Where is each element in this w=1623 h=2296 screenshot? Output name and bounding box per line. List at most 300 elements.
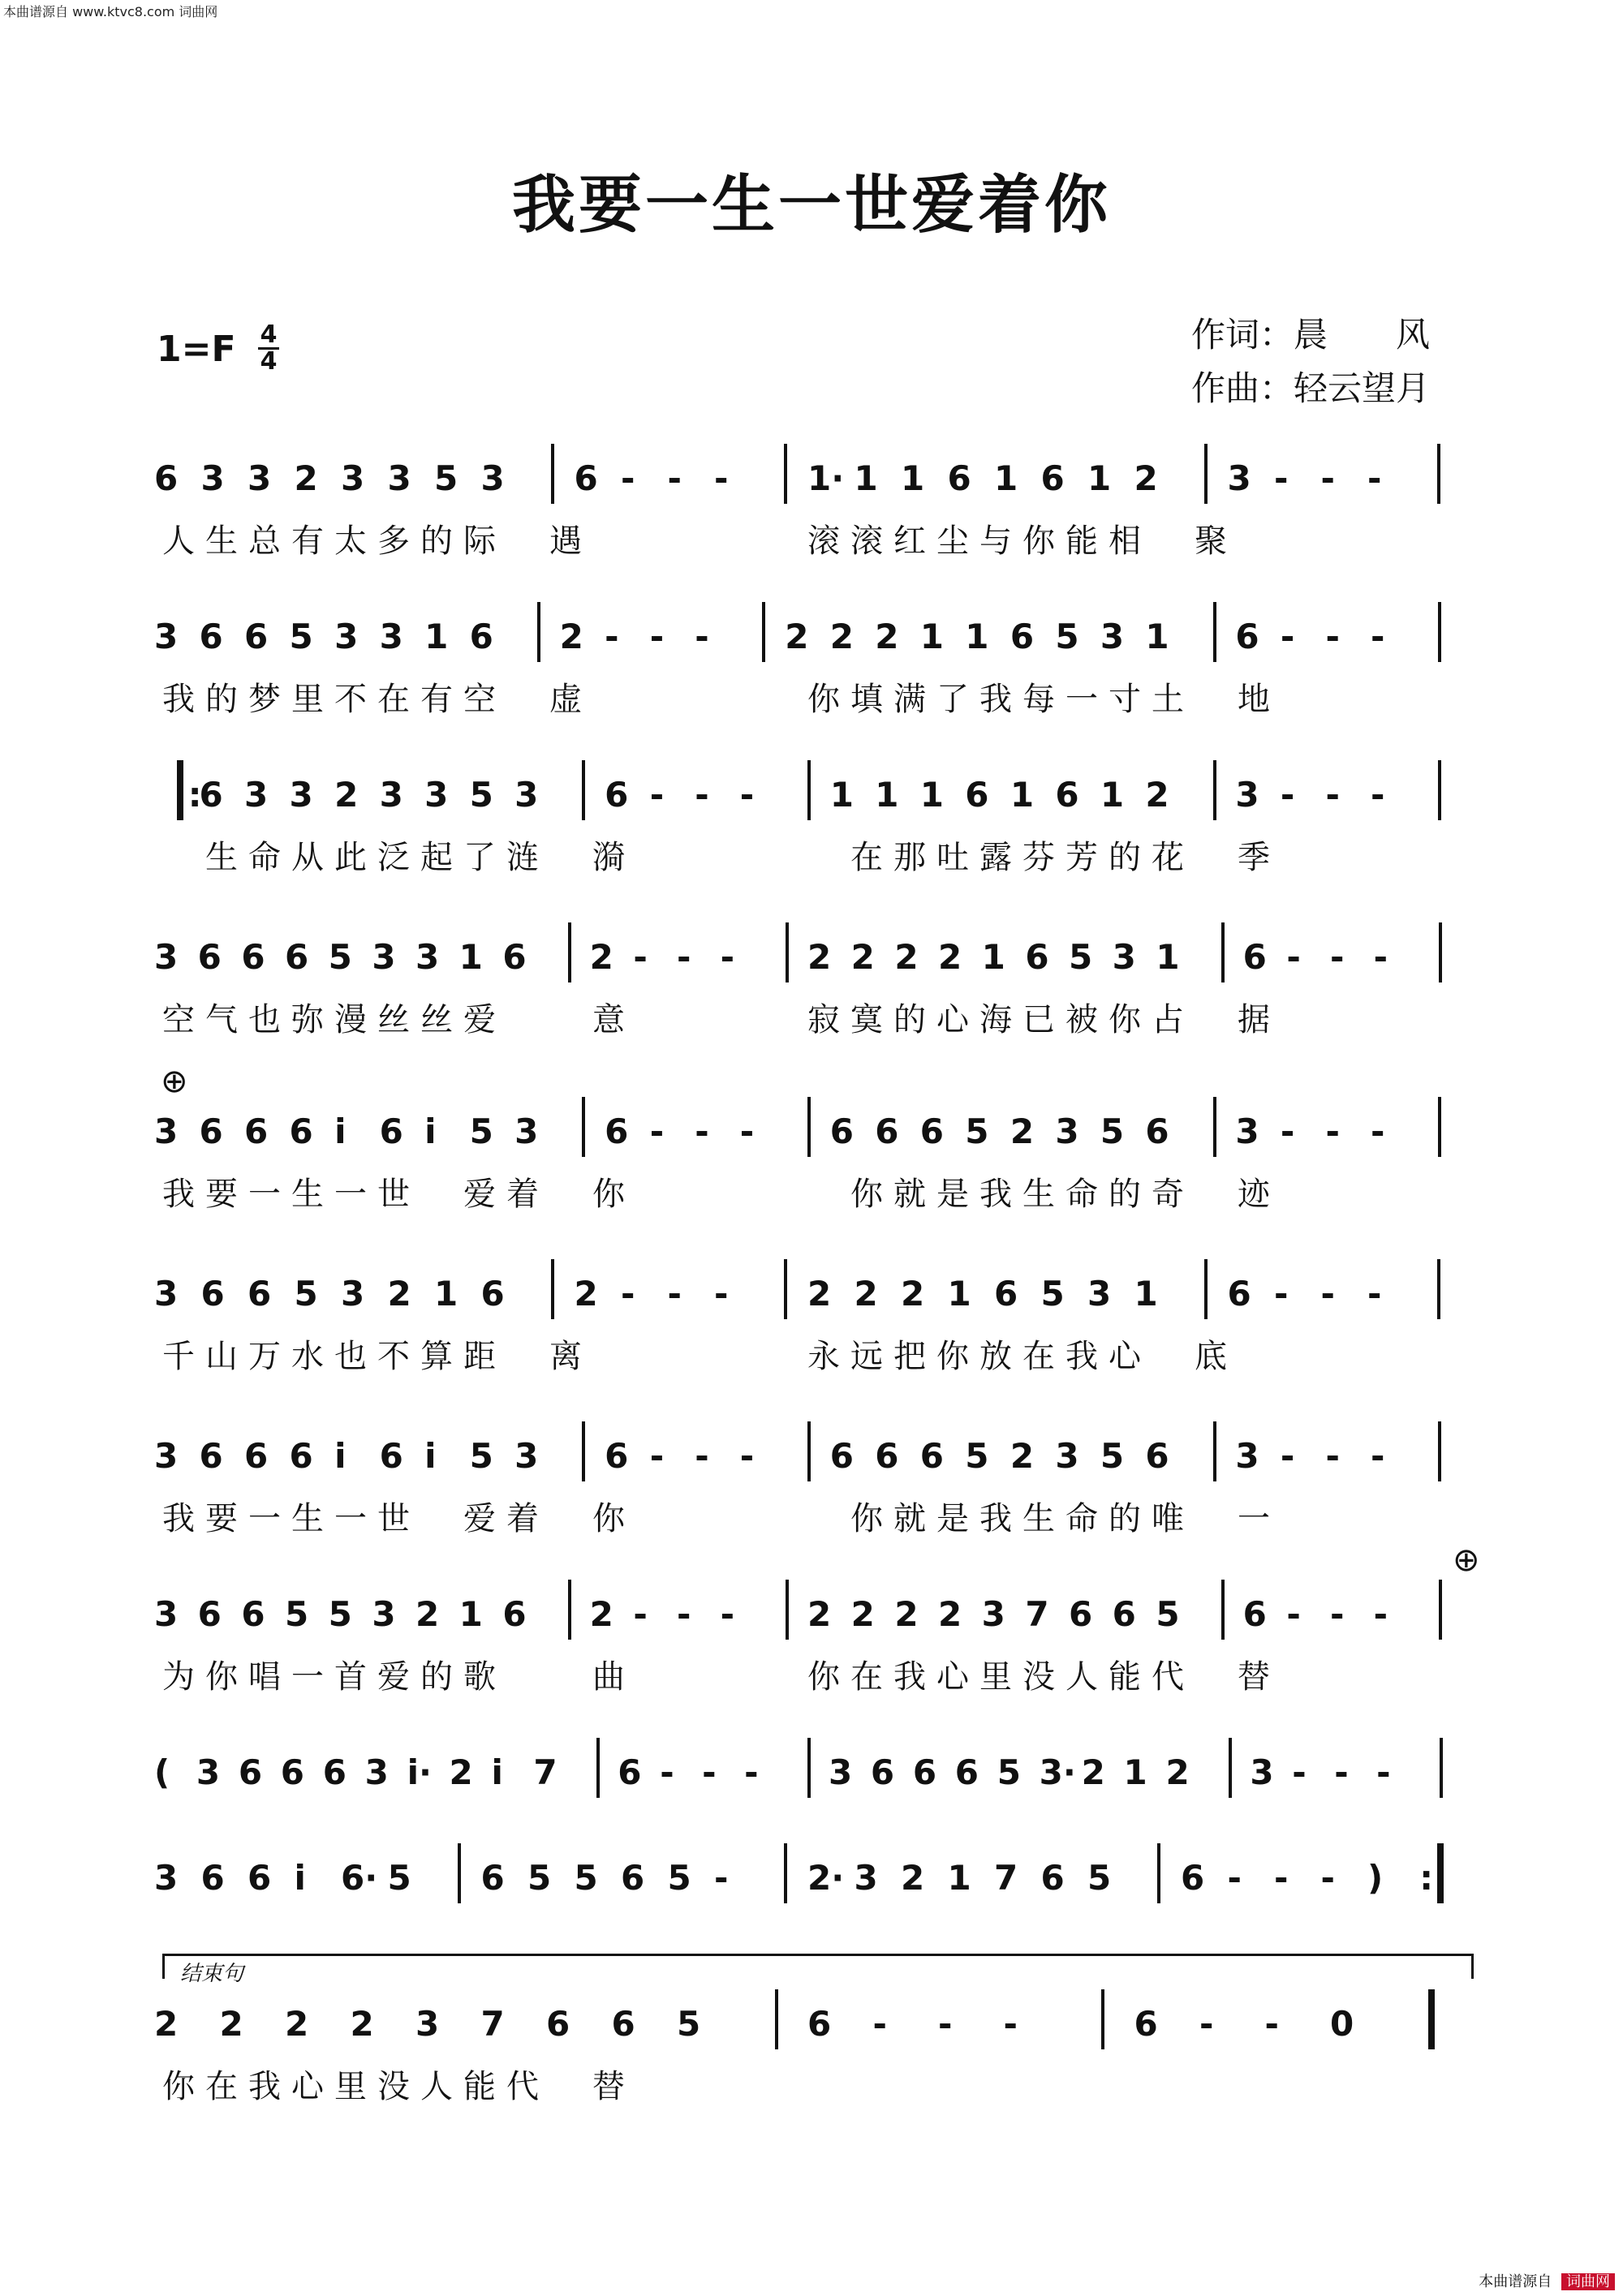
note: - xyxy=(1330,1594,1345,1634)
note: - xyxy=(872,2004,887,2044)
note: 6 xyxy=(621,1858,645,1898)
barline xyxy=(1229,1738,1232,1798)
note: 5 xyxy=(1069,937,1093,977)
note: 2 xyxy=(850,937,875,977)
note: - xyxy=(1292,1752,1307,1792)
note: 6 xyxy=(618,1752,642,1792)
note: 3 xyxy=(415,937,440,977)
note: - xyxy=(720,1594,735,1634)
note: 5 xyxy=(527,1858,552,1898)
note: - xyxy=(649,1436,665,1476)
note: ) xyxy=(1367,1858,1384,1898)
note: 3 xyxy=(379,617,403,656)
note: 2 xyxy=(219,2004,243,2044)
note: 0 xyxy=(1330,2004,1354,2044)
coda-symbol-left: ⊕ xyxy=(161,1063,188,1100)
note: 2 xyxy=(1134,458,1158,498)
note: 2 xyxy=(901,1858,925,1898)
note: - xyxy=(1325,617,1340,656)
note: 6 xyxy=(379,1436,403,1476)
note: 1 xyxy=(947,1858,971,1898)
note: 1 xyxy=(829,775,854,815)
barline xyxy=(1428,1989,1435,2049)
barline xyxy=(458,1843,461,1903)
note: 2 xyxy=(829,617,854,656)
note: 1 xyxy=(919,775,945,815)
note: 3 xyxy=(154,1274,179,1314)
barline xyxy=(1437,1259,1440,1319)
barline xyxy=(1439,1580,1442,1640)
barline xyxy=(1437,1843,1444,1903)
note: - xyxy=(621,1274,635,1314)
barline xyxy=(1204,444,1208,504)
note: 1· xyxy=(807,458,845,498)
note: - xyxy=(1286,1594,1301,1634)
barline xyxy=(568,922,571,982)
note: 5 xyxy=(469,1436,493,1476)
note: - xyxy=(649,775,665,815)
note: 1 xyxy=(854,458,878,498)
note: 5 xyxy=(328,1594,352,1634)
barline xyxy=(1213,1421,1216,1481)
note: 1 xyxy=(458,937,483,977)
note: 1 xyxy=(965,617,989,656)
note: 6 xyxy=(289,1436,313,1476)
note: 3 xyxy=(1235,1436,1259,1476)
barline xyxy=(1101,1989,1104,2049)
note: 6 xyxy=(1145,1436,1169,1476)
note: 3 xyxy=(379,775,403,815)
note: 6 xyxy=(829,1111,854,1151)
barline xyxy=(177,760,183,820)
ending-lyrics: 你在我心里没人能代 替 xyxy=(162,2068,635,2105)
note: 1 xyxy=(1156,937,1180,977)
barline xyxy=(1438,1421,1441,1481)
note: - xyxy=(667,1274,682,1314)
note: 6 xyxy=(379,1111,403,1151)
note: 5 xyxy=(1055,617,1079,656)
note: - xyxy=(1320,1858,1335,1898)
note: - xyxy=(1280,1111,1295,1151)
note: 6 xyxy=(1227,1274,1251,1314)
note: 6 xyxy=(289,1111,313,1151)
barline xyxy=(786,922,789,982)
note: - xyxy=(938,2004,953,2044)
note: 2 xyxy=(875,617,899,656)
barline xyxy=(786,1580,789,1640)
note: 6 xyxy=(1145,1111,1169,1151)
note: 5 xyxy=(965,1436,989,1476)
note: 6 xyxy=(1242,1594,1267,1634)
note: 2 xyxy=(807,1594,832,1634)
note: 6 xyxy=(1181,1858,1205,1898)
note: 1 xyxy=(1100,775,1125,815)
note: 2 xyxy=(807,937,832,977)
score-line-9-notes xyxy=(154,1752,1469,1801)
note: 6 xyxy=(241,937,265,977)
note: 5 xyxy=(469,775,493,815)
note: 1 xyxy=(458,1594,483,1634)
note: 2 xyxy=(154,2004,179,2044)
note: 2· xyxy=(807,1858,845,1898)
barline xyxy=(1438,1097,1441,1157)
note: 3 xyxy=(1055,1111,1079,1151)
barline xyxy=(596,1738,600,1798)
score-line-7-notes xyxy=(154,1436,1469,1485)
note: 6 xyxy=(954,1752,979,1792)
barline xyxy=(775,1989,778,2049)
note: 5 xyxy=(1156,1594,1180,1634)
note: 3 xyxy=(854,1858,878,1898)
barline xyxy=(1438,760,1441,820)
note: 6 xyxy=(605,1111,629,1151)
note: 6 xyxy=(870,1752,895,1792)
note: - xyxy=(667,458,682,498)
note: 2 xyxy=(589,1594,613,1634)
note: 6 xyxy=(199,617,223,656)
note: 6 xyxy=(1242,937,1267,977)
score-line-8-lyrics: 为你唱一首爱的歌 曲 你在我心里没人能代 替 xyxy=(162,1658,1281,1696)
note: - xyxy=(739,1111,755,1151)
note: 6 xyxy=(807,2004,832,2044)
note: 6 xyxy=(197,937,222,977)
barline xyxy=(762,602,765,662)
note: - xyxy=(1286,937,1301,977)
barline xyxy=(1437,444,1440,504)
note: 6 xyxy=(244,1111,269,1151)
note: - xyxy=(1227,1858,1242,1898)
note: 5 xyxy=(574,1858,598,1898)
note: - xyxy=(695,1436,709,1476)
note: 5 xyxy=(1100,1436,1125,1476)
barline xyxy=(807,1097,811,1157)
note: 1 xyxy=(1145,617,1169,656)
score-line-8-notes xyxy=(154,1594,1469,1643)
score-line-3-notes xyxy=(154,775,1469,823)
barline xyxy=(568,1580,571,1640)
note: 6 xyxy=(199,1436,223,1476)
footer-left: 本曲谱源自 xyxy=(1479,2273,1552,2290)
note: 7 xyxy=(533,1752,558,1792)
note: i· xyxy=(407,1752,432,1792)
barline xyxy=(1204,1259,1208,1319)
ending-bracket xyxy=(162,1954,1474,1979)
note: - xyxy=(739,1436,755,1476)
note: 1 xyxy=(875,775,899,815)
note: 5 xyxy=(965,1111,989,1151)
lyricist: 作词：晨 风 xyxy=(1191,315,1431,355)
note: 3 xyxy=(514,1111,539,1151)
note: 6 xyxy=(546,2004,570,2044)
note: 5 xyxy=(294,1274,318,1314)
note: 1 xyxy=(1010,775,1035,815)
note: - xyxy=(1274,1858,1289,1898)
note: 3 xyxy=(341,1274,365,1314)
barline xyxy=(784,444,787,504)
note: 1 xyxy=(424,617,449,656)
note: i xyxy=(424,1436,437,1476)
score-line-3-lyrics: 生命从此泛起了涟 漪 在那吐露芬芳的花 季 xyxy=(162,839,1281,876)
note: - xyxy=(1003,2004,1018,2044)
note: 2 xyxy=(894,1594,919,1634)
note: 6 xyxy=(248,1274,272,1314)
note: 6 xyxy=(285,937,309,977)
note: 3 xyxy=(196,1752,221,1792)
note: - xyxy=(1274,458,1289,498)
score-line-6-notes xyxy=(154,1274,1469,1322)
barline xyxy=(1213,1097,1216,1157)
note: - xyxy=(695,617,709,656)
note: 6 xyxy=(280,1752,305,1792)
note: 6 xyxy=(244,1436,269,1476)
note: 3 xyxy=(1235,775,1259,815)
note: 3 xyxy=(154,1111,179,1151)
note: 5 xyxy=(1087,1858,1112,1898)
note: 6 xyxy=(197,1594,222,1634)
note: 3 xyxy=(289,775,313,815)
note: 3 xyxy=(1250,1752,1274,1792)
note: 6 xyxy=(605,1436,629,1476)
time-signature-bottom: 4 xyxy=(258,347,279,374)
note: 3 xyxy=(341,458,365,498)
note: 6 xyxy=(480,1274,505,1314)
note: 5 xyxy=(387,1858,411,1898)
note: 3 xyxy=(372,937,396,977)
note: 5 xyxy=(1040,1274,1065,1314)
note: 2 xyxy=(938,1594,962,1634)
barline xyxy=(1213,602,1216,662)
note: 5 xyxy=(677,2004,701,2044)
note: 2 xyxy=(1010,1111,1035,1151)
note: 6 xyxy=(322,1752,347,1792)
note: 3 xyxy=(154,1436,179,1476)
note: - xyxy=(1330,937,1345,977)
note: i xyxy=(334,1436,347,1476)
note: - xyxy=(714,1274,729,1314)
note: 6 xyxy=(244,617,269,656)
score-line-6-lyrics: 千山万水也不算距 离 永远把你放在我心 底 xyxy=(162,1338,1238,1375)
note: 5 xyxy=(667,1858,691,1898)
note: 2 xyxy=(387,1274,411,1314)
note: 3 xyxy=(415,2004,440,2044)
barline xyxy=(551,1259,554,1319)
note: - xyxy=(714,458,729,498)
note: 6 xyxy=(502,937,527,977)
note: 2 xyxy=(807,1274,832,1314)
note: - xyxy=(633,1594,648,1634)
note: 7 xyxy=(480,2004,505,2044)
note: i xyxy=(294,1858,306,1898)
note: 6 xyxy=(199,1111,223,1151)
note: - xyxy=(1370,617,1385,656)
note: 3 xyxy=(154,1858,179,1898)
note: - xyxy=(1367,458,1382,498)
note: 6 xyxy=(199,775,223,815)
note: 3 xyxy=(1235,1111,1259,1151)
note: 6 xyxy=(480,1858,505,1898)
composer: 作曲：轻云望月 xyxy=(1191,368,1431,408)
note: - xyxy=(695,775,709,815)
note: 3 xyxy=(244,775,269,815)
note: 3 xyxy=(1227,458,1251,498)
barline xyxy=(1221,1580,1225,1640)
note: 6 xyxy=(919,1111,945,1151)
note: 6 xyxy=(1055,775,1079,815)
note: 2 xyxy=(854,1274,878,1314)
barline xyxy=(537,602,540,662)
barline xyxy=(582,760,585,820)
barline xyxy=(1157,1843,1160,1903)
note: 2 xyxy=(285,2004,309,2044)
note: 3 xyxy=(334,617,359,656)
note: - xyxy=(1325,1111,1340,1151)
note: 6 xyxy=(1112,1594,1136,1634)
barline xyxy=(551,444,554,504)
note: 6 xyxy=(1025,937,1049,977)
note: i xyxy=(424,1111,437,1151)
note: - xyxy=(1280,1436,1295,1476)
note: 3 xyxy=(514,1436,539,1476)
note: 5 xyxy=(469,1111,493,1151)
note: 6 xyxy=(994,1274,1018,1314)
note: 6 xyxy=(912,1752,937,1792)
note: 6 xyxy=(502,1594,527,1634)
note: - xyxy=(677,1594,691,1634)
note: - xyxy=(1370,775,1385,815)
note: 6 xyxy=(1040,458,1065,498)
note: i xyxy=(334,1111,347,1151)
note: - xyxy=(1373,937,1388,977)
note: 2 xyxy=(589,937,613,977)
note: - xyxy=(1334,1752,1349,1792)
note: i xyxy=(491,1752,503,1792)
note: 2 xyxy=(1010,1436,1035,1476)
note: 3 xyxy=(828,1752,853,1792)
note: 2 xyxy=(415,1594,440,1634)
note: 2 xyxy=(938,937,962,977)
barline xyxy=(582,1421,585,1481)
time-signature-top: 4 xyxy=(260,320,278,349)
note: 1 xyxy=(434,1274,458,1314)
note: 5 xyxy=(434,458,458,498)
score-line-2-notes xyxy=(154,617,1469,665)
note: 3 xyxy=(372,1594,396,1634)
note: 6 xyxy=(241,1594,265,1634)
note: 2 xyxy=(559,617,583,656)
note: - xyxy=(1274,1274,1289,1314)
note: - xyxy=(649,617,665,656)
note: - xyxy=(739,775,755,815)
note: 3 xyxy=(1087,1274,1112,1314)
barline xyxy=(582,1097,585,1157)
note: 7 xyxy=(1025,1594,1049,1634)
note: 6 xyxy=(1010,617,1035,656)
note: - xyxy=(1376,1752,1391,1792)
note: 2 xyxy=(894,937,919,977)
barline xyxy=(1213,760,1216,820)
note: 1 xyxy=(901,458,925,498)
note: 2 xyxy=(901,1274,925,1314)
note: 7 xyxy=(994,1858,1018,1898)
note: - xyxy=(621,458,635,498)
barline xyxy=(807,1421,811,1481)
note: - xyxy=(1199,2004,1214,2044)
note: - xyxy=(702,1752,717,1792)
note: 3 xyxy=(248,458,272,498)
score-line-1-lyrics: 人生总有太多的际 遇 滚滚红尘与你能相 聚 xyxy=(162,522,1238,560)
note: 6 xyxy=(611,2004,635,2044)
note: 6 xyxy=(200,1858,225,1898)
note: 3 xyxy=(154,617,179,656)
note: - xyxy=(1264,2004,1279,2044)
ending-label: 结束句 xyxy=(180,1962,244,1986)
note: 2 xyxy=(850,1594,875,1634)
barline xyxy=(807,1738,811,1798)
note: 6 xyxy=(1235,617,1259,656)
score-line-4-notes xyxy=(154,937,1469,986)
note: 3 xyxy=(154,1594,179,1634)
note: 1 xyxy=(994,458,1018,498)
note: 1 xyxy=(1123,1752,1147,1792)
note: 2 xyxy=(334,775,359,815)
note: 3 xyxy=(1112,937,1136,977)
score-line-2-lyrics: 我的梦里不在有空 虚 你填满了我每一寸土 地 xyxy=(162,681,1281,718)
note: 5 xyxy=(289,617,313,656)
note: - xyxy=(714,1858,729,1898)
note: 3 xyxy=(364,1752,389,1792)
note: 3 xyxy=(1055,1436,1079,1476)
note: - xyxy=(1373,1594,1388,1634)
note: 6 xyxy=(248,1858,272,1898)
note: 6 xyxy=(947,458,971,498)
note: 6 xyxy=(200,1274,225,1314)
note: 6 xyxy=(875,1436,899,1476)
note: 6 xyxy=(1069,1594,1093,1634)
note: 3 xyxy=(1100,617,1125,656)
note: - xyxy=(677,937,691,977)
note: 1 xyxy=(1134,1274,1158,1314)
score-line-10-notes xyxy=(154,1858,1469,1907)
note: 6 xyxy=(829,1436,854,1476)
credits xyxy=(1191,308,1430,415)
ending-notes xyxy=(154,2004,1469,2053)
barline xyxy=(1439,922,1442,982)
note: 1 xyxy=(981,937,1005,977)
note: - xyxy=(1320,458,1335,498)
note: 3 xyxy=(981,1594,1005,1634)
footer xyxy=(1479,2270,1615,2291)
repeat-dots: : xyxy=(1419,1858,1434,1898)
note: 3 xyxy=(387,458,411,498)
note: 2 xyxy=(294,458,318,498)
barline xyxy=(1438,602,1441,662)
note: 1 xyxy=(919,617,945,656)
barline xyxy=(784,1843,787,1903)
note: - xyxy=(720,937,735,977)
note: 2 xyxy=(1145,775,1169,815)
barline xyxy=(807,760,811,820)
note: - xyxy=(1367,1274,1382,1314)
barline xyxy=(1221,922,1225,982)
barline xyxy=(784,1259,787,1319)
footer-right: 词曲网 xyxy=(1561,2273,1615,2290)
page-title: 我要一生一世爱着你 xyxy=(511,168,1111,242)
note: 5 xyxy=(285,1594,309,1634)
barline xyxy=(1440,1738,1443,1798)
note: 5 xyxy=(1100,1111,1125,1151)
note: 5 xyxy=(328,937,352,977)
time-signature xyxy=(258,320,279,376)
